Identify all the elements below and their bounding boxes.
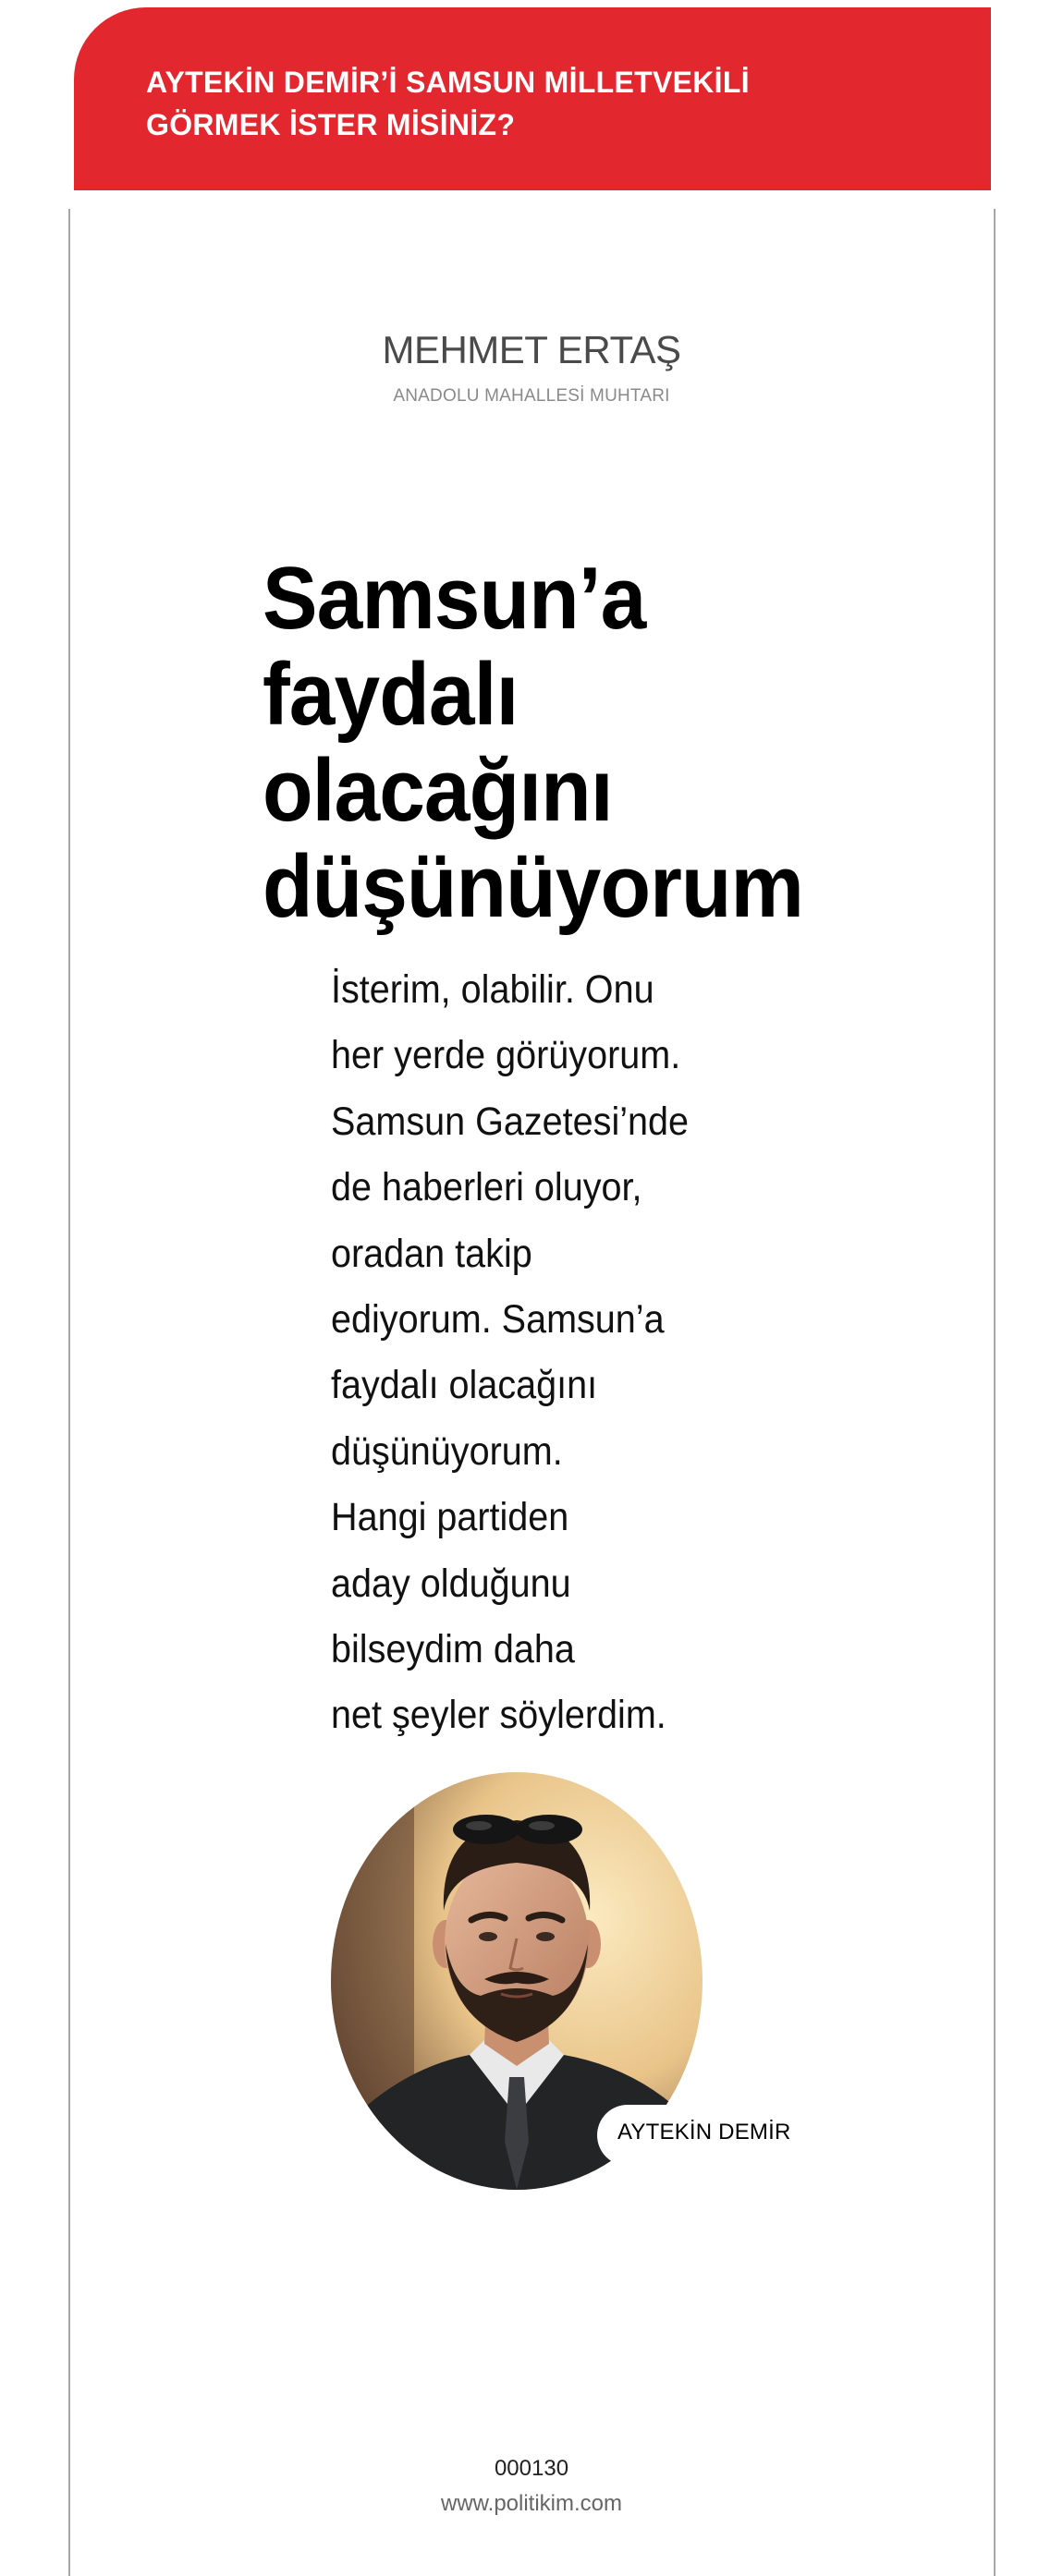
frame-right-border bbox=[994, 209, 996, 2576]
respondent-title: ANADOLU MAHALLESİ MUHTARI bbox=[393, 386, 670, 406]
banner-question-line-2: GÖRMEK İSTER MİSİNİZ? bbox=[146, 108, 516, 141]
answer-line: her yerde görüyorum. bbox=[331, 1033, 681, 1078]
question-banner bbox=[74, 7, 991, 190]
answer-line: düşünüyorum. bbox=[331, 1428, 563, 1474]
answer-line: de haberleri oluyor, bbox=[331, 1165, 642, 1210]
footer-url: www.politikim.com bbox=[440, 2491, 623, 2516]
answer-line: Samsun Gazetesi’nde bbox=[331, 1099, 690, 1144]
respondent-name: MEHMET ERTAŞ bbox=[382, 328, 681, 371]
answer-line: Hangi partiden bbox=[331, 1495, 569, 1540]
answer-line: bilseydim daha bbox=[331, 1627, 575, 1672]
headline-line-4: düşünüyorum bbox=[263, 837, 803, 936]
answer-line: net şeyler söylerdim. bbox=[331, 1693, 666, 1738]
headline-line-1: Samsun’a bbox=[263, 549, 646, 648]
answer-line: faydalı olacağını bbox=[331, 1363, 598, 1408]
answer-text bbox=[331, 957, 773, 1749]
answer-line: aday olduğunu bbox=[331, 1561, 571, 1606]
answer-line: oradan takip bbox=[331, 1231, 532, 1276]
answer-line: İsterim, olabilir. Onu bbox=[331, 967, 654, 1012]
photo-caption: AYTEKİN DEMİR bbox=[617, 2120, 791, 2145]
banner-question-line-1: AYTEKİN DEMİR’İ SAMSUN MİLLETVEKİLİ bbox=[146, 66, 750, 99]
headline bbox=[263, 551, 916, 935]
headline-line-2: faydalı bbox=[263, 645, 519, 744]
headline-line-3: olacağını bbox=[263, 741, 613, 840]
footer-code: 000130 bbox=[494, 2456, 569, 2481]
frame-left-border bbox=[68, 209, 70, 2576]
answer-line: ediyorum. Samsun’a bbox=[331, 1297, 665, 1343]
